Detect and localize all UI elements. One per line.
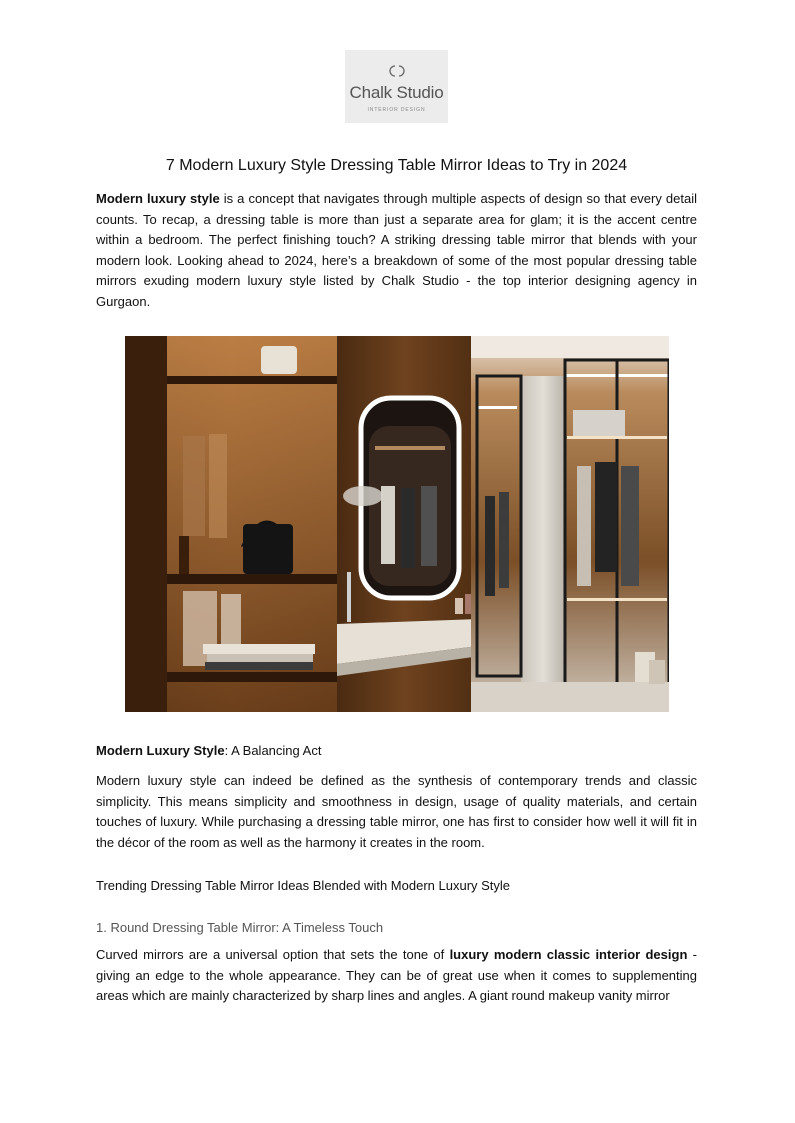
section-heading-trending: Trending Dressing Table Mirror Ideas Blended with Modern Luxury Style [96,878,511,893]
section1-bold: Modern Luxury Style [96,743,225,758]
chalk-studio-logo-mark-icon [386,63,408,79]
intro-text: is a concept that navigates through multiple aspects of design so that every detail counts. To recap, a dressing table is more than just a separate area for glam; it is the accent centre within a bedroom. The perfect finishing touch? A striking dressing table mirror that blends with your modern look. Looking ahead to 2024, here’s a breakdown of some of the most popular dressing table mirrors exuding modern luxury style listed by Chalk Studio - the top interior designing agency in Gurgaon. [96,191,697,309]
brand-logo [345,50,448,123]
dressing-room-illustration [125,336,669,712]
intro-bold: Modern luxury style [96,191,220,206]
item1-bold: luxury modern classic interior design [449,947,688,962]
section-heading-balancing-act [96,743,321,758]
item1-paragraph [96,945,697,1007]
dressing-room-photo [125,336,669,712]
item1-heading: 1. Round Dressing Table Mirror: A Timeless Touch [96,920,384,935]
item1-text-b: - giving an edge to the whole appearance. They can be of great use when it comes to supplementing areas which are mainly characterized by sharp lines and angles. A giant round makeup vanity mirror [96,947,697,1004]
section1-rest: : A Balancing Act [224,743,322,758]
logo-name: Chalk Studio [349,83,444,102]
logo-tagline: INTERIOR DESIGN [367,107,426,113]
section1-paragraph: Modern luxury style can indeed be defined as the synthesis of contemporary trends and classic simplicity. This means simplicity and smoothness in design, usage of quality materials, and certain touches of luxury. While purchasing a dressing table mirror, one has first to consider how well it will fit in the décor of the room as well as the harmony it creates in the room. [96,773,697,850]
item1-text-a: Curved mirrors are a universal option that sets the tone of [96,947,450,962]
intro-paragraph [96,189,697,313]
article-title: 7 Modern Luxury Style Dressing Table Mirror Ideas to Try in 2024 [165,157,628,174]
